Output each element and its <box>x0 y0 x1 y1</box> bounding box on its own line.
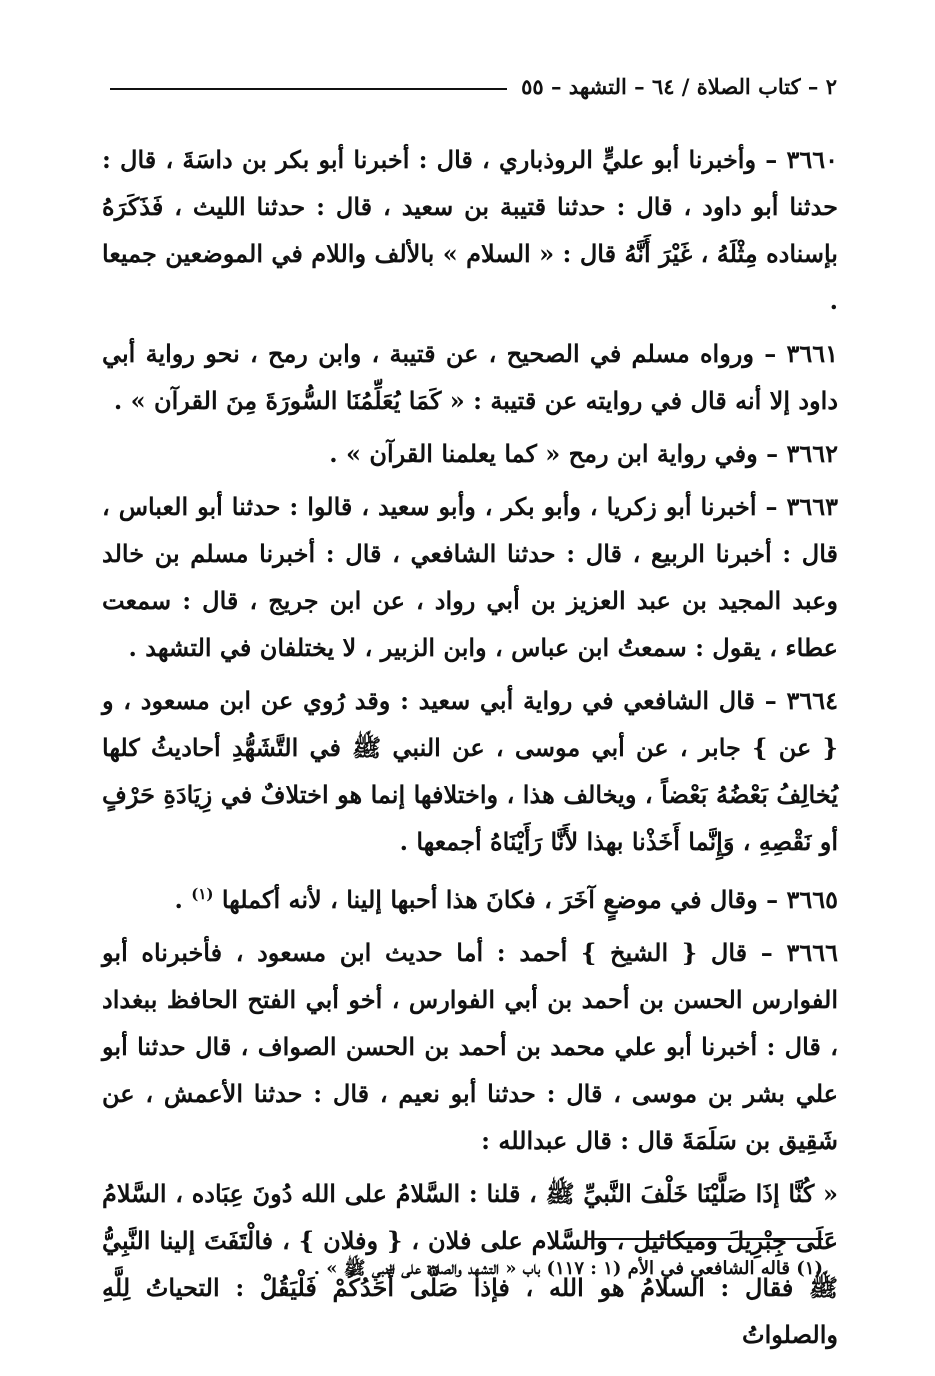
footnote <box>190 1254 823 1284</box>
paragraph-3662 <box>102 430 838 477</box>
hadith-number: ٣٦٦٥ <box>786 885 838 914</box>
paragraph-text: – قال الشافعي في رواية أبي سعيد : وقد رُوي عن ابن مسعود ، و { عن } جابر ، عن أبي موسى ، عن النبي ﷺ في التَّشَهُّدِ أحاديثُ كلها يُخالِفُ بَعْضُهُ بَعْضاً ، ويخالف هذا ، واختلافها إنما هو اختلافٌ في زِيَادَةِ حَرْفٍ أو نَقْصِهِ ، وَإِنَّما أَخَذْنا بهذا لأَنَّا رَأَيْنَاهُ أجمعها . <box>102 686 838 856</box>
paragraph-tail: . <box>174 885 183 914</box>
paragraph-3663 <box>102 483 838 671</box>
paragraph-text: « كُنَّا إذَا صَلَّيْنَا خَلْفَ النَّبيِّ ﷺ ، قلنا : السَّلامُ على الله دُونَ عِبَاده ، السَّلامُ عَلَى جِبْرِيلَ وميكائيل ، والسَّلام على فلان ، { وفلان } ، فالْتَفَتَ إلينا النَّبِيُّ ﷺ فقال : السلامُ هو الله ، فإذا صَلَّى أَحَدُكُمْ فَلْيَقُلْ : التحياتُ لِلَّهِ والصلواتُ <box>102 1179 838 1349</box>
hadith-number: ٣٦٦٢ <box>786 439 838 468</box>
hadith-number: ٣٦٦٦ <box>786 938 838 967</box>
footnote-reference[interactable]: (١) <box>191 885 214 903</box>
paragraph-text: – وفي رواية ابن رمح « كما يعلمنا القرآن » . <box>329 439 779 468</box>
paragraph-text: – وأخبرنا أبو عليٍّ الروذباري ، قال : أخبرنا أبو بكر بن داسَةَ ، قال : حدثنا أبو داود ، قال : حدثنا قتيبة بن سعيد ، قال : حدثنا الليث ، فَذَكَرَهُ بإسناده مِثْلَهُ ، غَيْرَ أَنَّهُ قال : « السلام » بالألف واللام في الموضعين جميعا . <box>102 145 838 315</box>
paragraph-3664 <box>102 677 838 865</box>
paragraph-text: – قال { الشيخ } أحمد : أما حديث ابن مسعود ، فأخبرناه أبو الفوارس الحسن بن أحمد بن أبي الفوارس ، أخو أبي الفتح الحافظ ببغداد ، قال : أخبرنا أبو علي محمد بن أحمد بن الحسن الصواف ، قال حدثنا أبو علي بشر بن موسى ، قال : حدثنا أبو نعيم ، قال : حدثنا الأعمش ، عن شَقِيق بن سَلَمَةَ قال : قال عبدالله : <box>102 938 838 1155</box>
running-head-text: ٢ – كتاب الصلاة / ٦٤ – التشهد – ٥٥ <box>521 73 837 99</box>
paragraph-text: – وقال في موضعٍ آخَرَ ، فكانَ هذا أحبها إلينا ، لأنه أكملها <box>221 885 779 914</box>
paragraph-3666 <box>102 929 838 1164</box>
paragraph-text: – ورواه مسلم في الصحيح ، عن قتيبة ، وابن رمح ، نحو رواية أبي داود إلا أنه قال في روايته عن قتيبة : « كَمَا يُعَلِّمُنَا السُّورَةَ مِنَ القرآن » . <box>102 339 838 415</box>
paragraph-3661 <box>102 330 838 424</box>
paragraph-3660 <box>102 136 838 324</box>
hadith-number: ٣٦٦٣ <box>786 492 839 521</box>
hadith-number: ٣٦٦٠ <box>786 145 839 174</box>
running-head <box>110 66 837 106</box>
paragraph-text: – أخبرنا أبو زكريا ، وأبو بكر ، وأبو سعيد ، قالوا : حدثنا أبو العباس ، قال : أخبرنا الربيع ، قال : حدثنا الشافعي ، قال : أخبرنا مسلم بن خالد وعبد المجيد بن عبد العزيز بن أبي رواد ، عن ابن جريج ، قال : سمعت عطاء ، يقول : سمعتُ ابن عباس ، وابن الزبير ، لا يختلفان في التشهد . <box>102 492 838 662</box>
footnote-text: (١) قاله الشافعي في الأم (١ : ١١٧) باب « التشهد والصلاة على النبي ﷺ » . <box>313 1258 823 1279</box>
hadith-number: ٣٦٦٤ <box>786 686 838 715</box>
main-text <box>102 136 838 1364</box>
footnote-divider <box>585 1238 823 1240</box>
paragraph-3665 <box>102 871 838 923</box>
header-rule <box>110 88 507 90</box>
hadith-number: ٣٦٦١ <box>786 339 838 368</box>
